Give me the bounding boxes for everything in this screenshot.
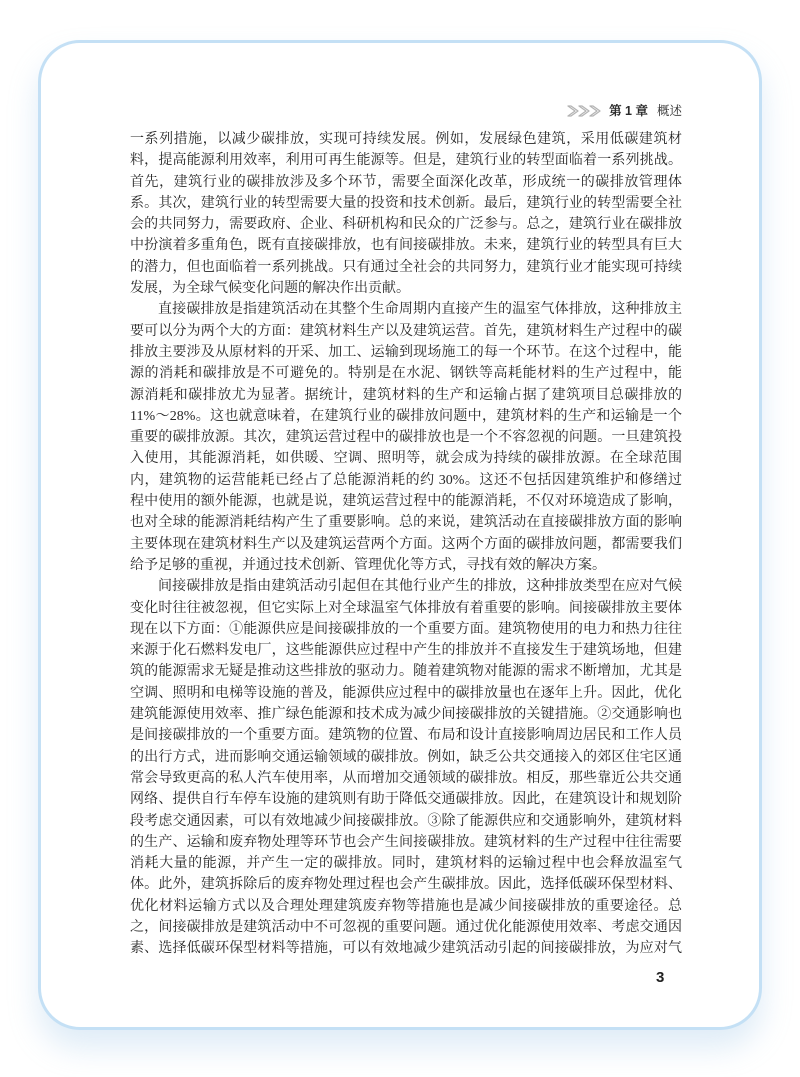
- body-text: [130, 129, 682, 960]
- text-line: 的出行方式，进而影响交通运输领域的碳排放。例如，缺乏公共交通接入的郊区住宅区通: [130, 749, 682, 765]
- running-header: [567, 103, 682, 119]
- text-line: 消耗大量的能源，并产生一定的碳排放。同时，建筑材料的运输过程中也会释放温室气: [130, 856, 682, 872]
- text-line: 优化材料运输方式以及合理处理建筑废弃物等措施也是减少间接碳排放的重要途径。总: [130, 898, 682, 914]
- text-line: 内，建筑物的运营能耗已经占了总能源消耗的约 30%。这还不包括因建筑维护和修缮过: [130, 472, 682, 488]
- text-line: 变化时往往被忽视，但它实际上对全球温室气体排放有着重要的影响。间接碳排放主要体: [130, 600, 682, 616]
- text-line: 段考虑交通因素，可以有效地减少间接碳排放。③除了能源供应和交通影响外，建筑材料: [130, 813, 682, 829]
- paragraph-first-line: 直接碳排放是指建筑活动在其整个生命周期内直接产生的温室气体排放，这种排放主: [158, 302, 682, 318]
- text-line: 会的共同努力，需要政府、企业、科研机构和民众的广泛参与。总之，建筑行业在碳排放: [130, 217, 682, 233]
- triple-chevron-right-icon: [567, 105, 601, 117]
- text-line: 一系列措施，以减少碳排放，实现可持续发展。例如，发展绿色建筑，采用低碳建筑材: [130, 132, 682, 147]
- page-number: 3: [656, 969, 665, 986]
- text-line: 源消耗和碳排放尤为显著。据统计，建筑材料的生产和运输占据了建筑项目总碳排放的: [130, 387, 682, 403]
- text-line: 程中使用的额外能源，也就是说，建筑运营过程中的能源消耗，不仅对环境造成了影响，: [130, 494, 682, 510]
- chapter-number: 第 1 章: [609, 104, 648, 118]
- text-line: 空调、照明和电梯等设施的普及，能源供应过程中的碳排放量也在逐年上升。因此，优化: [130, 685, 682, 701]
- chapter-title: 概述: [656, 104, 682, 118]
- text-line: 也对全球的能源消耗结构产生了重要影响。总的来说，建筑活动在直接碳排放方面的影响: [130, 515, 682, 531]
- text-line: 来源于化石燃料发电厂，这些能源供应过程中产生的排放并不直接发生于建筑场地，但建: [130, 643, 682, 659]
- text-line: 的生产、运输和废弃物处理等环节也会产生间接碳排放。建筑材料的生产过程中往往需要: [130, 834, 682, 850]
- text-line: 现在以下方面：①能源供应是间接碳排放的一个重要方面。建筑物使用的电力和热力往往: [130, 621, 682, 637]
- text-line: 之，间接碳排放是建筑活动中不可忽视的重要问题。通过优化能源使用效率、考虑交通因: [130, 919, 682, 935]
- text-line: 给予足够的重视，并通过技术创新、管理优化等方式，寻找有效的解决方案。: [130, 557, 606, 573]
- text-line: 系。其次，建筑行业的转型需要大量的投资和技术创新。最后，建筑行业的转型需要全社: [130, 195, 682, 211]
- text-line: 主要体现在建筑材料生产以及建筑运营两个方面。这两个方面的碳排放问题，都需要我们: [130, 536, 682, 552]
- text-line: 入使用，其能源消耗，如供暖、空调、照明等，就会成为持续的碳排放源。在全球范围: [130, 451, 682, 467]
- text-line: 重要的碳排放源。其次，建筑运营过程中的碳排放也是一个不容忽视的问题。一旦建筑投: [130, 430, 682, 446]
- text-line: 要可以分为两个大的方面：建筑材料生产以及建筑运营。首先，建筑材料生产过程中的碳: [130, 323, 682, 339]
- text-line: 体。此外，建筑拆除后的废弃物处理过程也会产生碳排放。因此，选择低碳环保型材料、: [130, 877, 682, 893]
- text-line: 素、选择低碳环保型材料等措施，可以有效地减少建筑活动引起的间接碳排放，为应对气: [130, 941, 682, 957]
- text-line: 是间接碳排放的一个重要方面。建筑物的位置、布局和设计直接影响周边居民和工作人员: [130, 728, 682, 744]
- text-line: 料，提高能源利用效率，利用可再生能源等。但是，建筑行业的转型面临着一系列挑战。: [130, 153, 682, 169]
- text-line: 建筑能源使用效率、推广绿色能源和技术成为减少间接碳排放的关键措施。②交通影响也: [130, 707, 682, 723]
- text-line: 排放主要涉及从原材料的开采、加工、运输到现场施工的每一个环节。在这个过程中，能: [130, 344, 682, 360]
- text-line: 11%～28%。这也就意味着，在建筑行业的碳排放问题中，建筑材料的生产和运输是一个: [130, 408, 682, 424]
- text-line: 筑的能源需求无疑是推动这些排放的驱动力。随着建筑物对能源的需求不断增加，尤其是: [130, 664, 682, 680]
- text-line: 中扮演着多重角色，既有直接碳排放，也有间接碳排放。未来，建筑行业的转型具有巨大: [130, 238, 682, 254]
- text-line: 常会导致更高的私人汽车使用率，从而增加交通领域的碳排放。相反，那些靠近公共交通: [130, 770, 682, 786]
- text-line: 网络、提供自行车停车设施的建筑则有助于降低交通碳排放。因此，在建筑设计和规划阶: [130, 792, 682, 808]
- text-line: 源的消耗和碳排放是不可避免的。特别是在水泥、钢铁等高耗能材料的生产过程中，能: [130, 366, 682, 382]
- text-line: 发展，为全球气候变化问题的解决作出贡献。: [130, 281, 410, 297]
- paragraph-first-line: 间接碳排放是指由建筑活动引起但在其他行业产生的排放，这种排放类型在应对气候: [158, 579, 682, 595]
- text-line: 的潜力，但也面临着一系列挑战。只有通过全社会的共同努力，建筑行业才能实现可持续: [130, 259, 682, 275]
- text-line: 首先，建筑行业的碳排放涉及多个环节，需要全面深化改革，形成统一的碳排放管理体: [130, 174, 682, 190]
